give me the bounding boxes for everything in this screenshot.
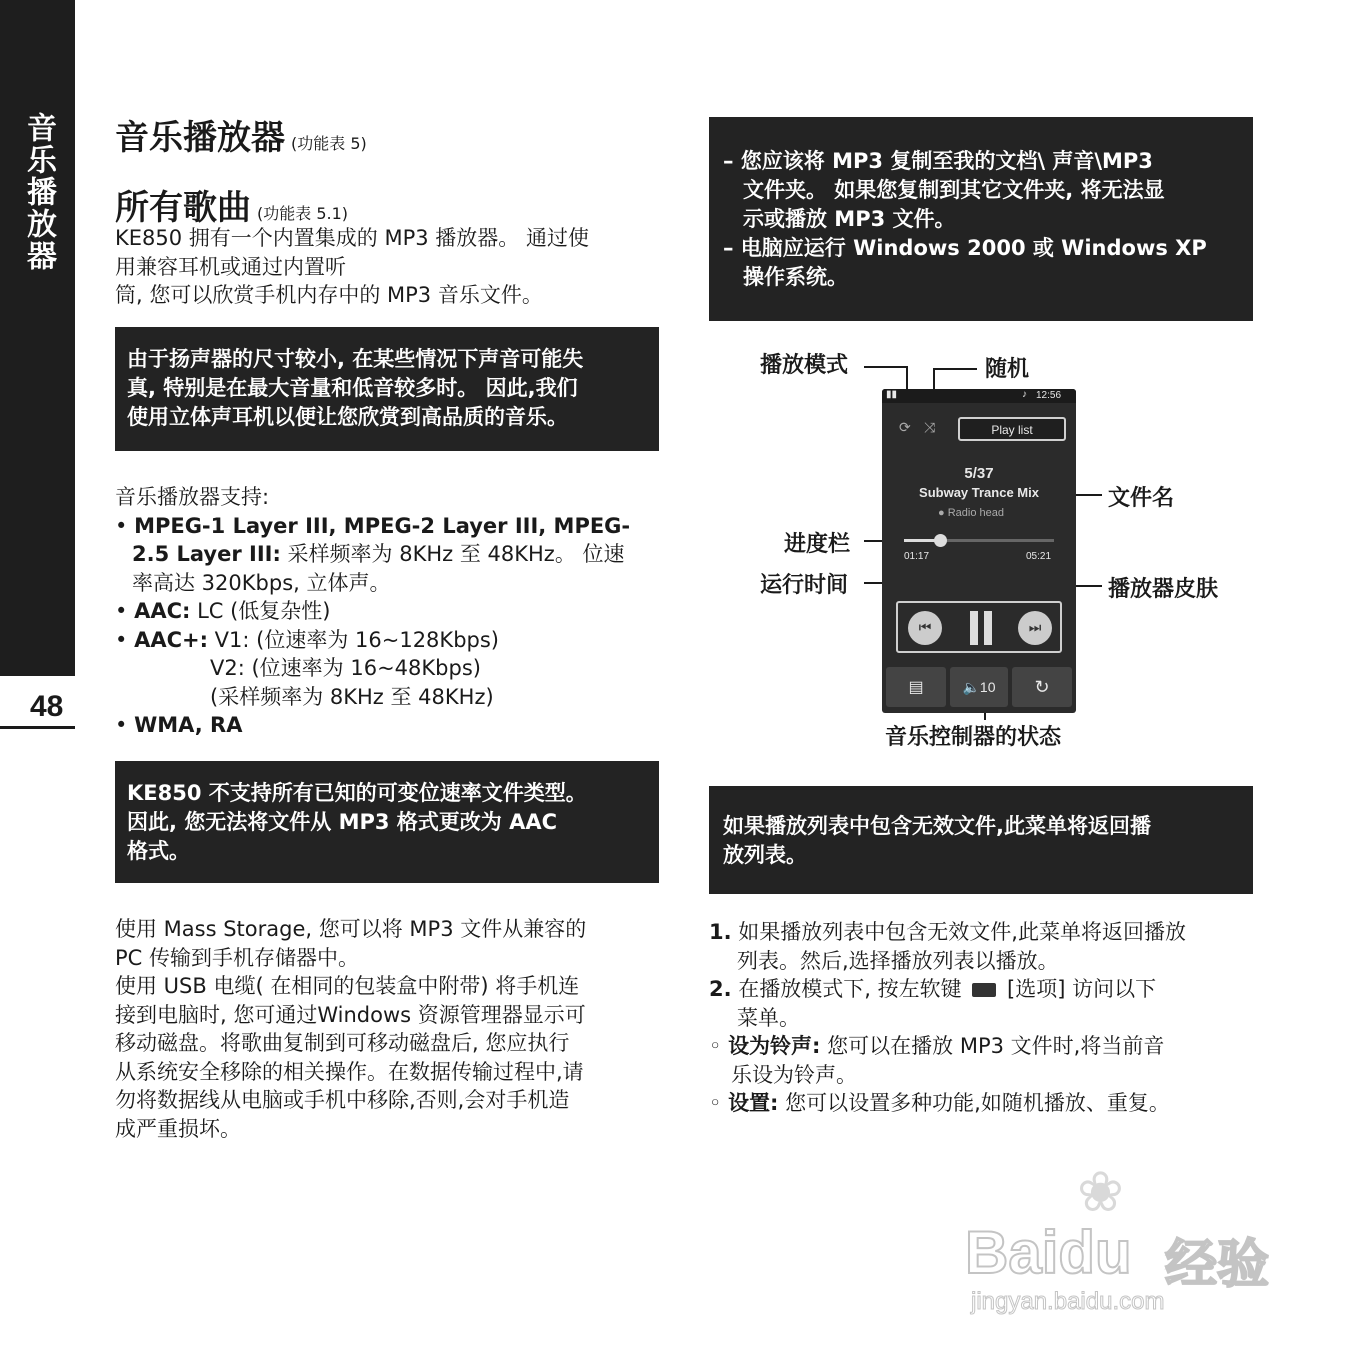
list-item: • MPEG-1 Layer III, MPEG-2 Layer III, MPEG- bbox=[115, 513, 631, 538]
callout-runtime: 运行时间 bbox=[760, 573, 849, 598]
page-number-rule bbox=[0, 726, 75, 729]
leader-line bbox=[864, 366, 908, 368]
menu-softkey[interactable] bbox=[886, 667, 946, 707]
speaker-icon: 🔈 bbox=[962, 679, 980, 695]
control-frame bbox=[896, 601, 1062, 653]
shuffle-icon[interactable]: ⤨ bbox=[924, 419, 936, 435]
supported-formats: 音乐播放器支持: • MPEG-1 Layer III, MPEG-2 Layer III, MPEG- 2.5 Layer III: 采样频率为 8KHz 至 48KHz。 位速 率高达 320Kbps, 立体声。 • AAC: LC (低复杂性) • AAC+: V1: (位速率为 16~128Kbps) V2: (位速率为 16~48Kbps) (采样频率为 8KHz 至 48KHz) • WMA, RA bbox=[115, 483, 665, 740]
paw-icon: ❀ bbox=[1077, 1160, 1124, 1225]
progress-knob[interactable] bbox=[934, 534, 947, 547]
list-item: • AAC: LC (低复杂性) bbox=[115, 599, 331, 623]
callout-shuffle: 随机 bbox=[985, 357, 1030, 382]
pause-icon-bar[interactable] bbox=[984, 611, 992, 645]
callout-play-mode: 播放模式 bbox=[760, 353, 849, 378]
music-note-icon: ♪ bbox=[1022, 389, 1027, 400]
elapsed-time: 01:17 bbox=[904, 551, 930, 562]
bitrate-warning-box: KE850 不支持所有已知的可变位速率文件类型。 因此, 您无法将文件从 MP3 格式更改为 AAC 格式。 bbox=[115, 761, 659, 883]
mass-storage-paragraph: 使用 Mass Storage, 您可以将 MP3 文件从兼容的 PC 传输到手机存储器中。 使用 USB 电缆( 在相同的包装盒中附带) 将手机连 接到电脑时, 您可通过Windows 资源管理器显示可 移动磁盘。将歌曲复制到可移动磁盘后, 您应执行 从系统安全移除的相关操作。在数据传输过程中,请 勿将数据线从电脑或手机中移除,否则,会对手机造 成严重损坏。 bbox=[115, 917, 587, 1141]
artist-name: Radio head bbox=[947, 507, 1004, 519]
list-item: ◦ 设置: 您可以设置多种功能,如随机播放、重复。 bbox=[709, 1091, 1170, 1115]
total-time: 05:21 bbox=[1026, 551, 1052, 562]
menu-icon: ▤ bbox=[908, 679, 924, 696]
option-steps: 1. 如果播放列表中包含无效文件,此菜单将返回播放 列表。然后,选择播放列表以播放。 2. 在播放模式下, 按左软键 [选项] 访问以下 菜单。 ◦ 设为铃声: 您可以在播放 MP3 文件时,将当前音 乐设为铃声。 ◦ 设置: 您可以设置多种功能,如随机播放、重复。 bbox=[709, 918, 1269, 1118]
track-count: 5/37 bbox=[964, 465, 994, 482]
back-icon: ↻ bbox=[1034, 677, 1050, 697]
leader-line bbox=[933, 368, 977, 370]
phone-screenshot bbox=[882, 389, 1076, 713]
intro-paragraph: KE850 拥有一个内置集成的 MP3 播放器。 通过使 用兼容耳机或通过内置听 筒, 您可以欣赏手机内存中的 MP3 音乐文件。 bbox=[115, 226, 589, 307]
chapter-tab bbox=[0, 0, 75, 676]
requirements-box: – 您应该将 MP3 复制至我的文档\ 声音\MP3 文件夹。 如果您复制到其它文件夹, 将无法显 示或播放 MP3 文件。 – 电脑应运行 Windows 2000 或 Windows XP 操作系统。 bbox=[709, 117, 1253, 321]
status-bar bbox=[882, 389, 1076, 403]
callout-control-state: 音乐控制器的状态 bbox=[885, 725, 1062, 750]
softkey-icon bbox=[972, 983, 996, 997]
playlist-button[interactable]: Play list bbox=[958, 417, 1066, 441]
signal-icon: ▮▮ bbox=[886, 389, 898, 400]
speaker-warning-box: 由于扬声器的尺寸较小, 在某些情况下声音可能失 真, 特别是在最大音量和低音较多时。 因此,我们 使用立体声耳机以便让您欣赏到高品质的音乐。 bbox=[115, 327, 659, 451]
person-icon: ● bbox=[938, 507, 948, 519]
callout-progress: 进度栏 bbox=[784, 532, 851, 557]
section-title-music-player: 音乐播放器 (功能表 5) bbox=[115, 118, 367, 158]
callout-skin: 播放器皮肤 bbox=[1108, 577, 1219, 602]
support-heading: 音乐播放器支持: bbox=[115, 485, 270, 509]
back-softkey[interactable] bbox=[1012, 667, 1072, 707]
section-title-all-songs: 所有歌曲 (功能表 5.1) bbox=[115, 188, 349, 228]
artist-row bbox=[938, 507, 1004, 519]
previous-icon[interactable]: ⏮ bbox=[908, 611, 942, 645]
callout-filename: 文件名 bbox=[1108, 486, 1175, 511]
status-time: 12:56 bbox=[1036, 390, 1062, 401]
baidu-watermark: ❀ Baidu 经验 jingyan.baidu.com bbox=[965, 1160, 1270, 1315]
progress-track[interactable] bbox=[904, 539, 1054, 542]
volume-softkey[interactable]: 🔈10 bbox=[950, 667, 1008, 707]
list-item: 1. 如果播放列表中包含无效文件,此菜单将返回播放 bbox=[709, 920, 1186, 944]
next-icon[interactable]: ⏭ bbox=[1018, 611, 1052, 645]
page-number: 48 bbox=[30, 690, 64, 723]
list-item: 2. 在播放模式下, 按左软键 [选项] 访问以下 bbox=[709, 977, 1157, 1001]
list-item: • AAC+: V1: (位速率为 16~128Kbps) bbox=[115, 627, 499, 652]
repeat-icon[interactable]: ⟳ bbox=[899, 419, 911, 435]
playlist-note-box: 如果播放列表中包含无效文件,此菜单将返回播 放列表。 bbox=[709, 786, 1253, 894]
list-item: ◦ 设为铃声: 您可以在播放 MP3 文件时,将当前音 bbox=[709, 1034, 1165, 1058]
chapter-tab-label: 音乐播放器 bbox=[21, 112, 56, 272]
pause-icon-bar[interactable] bbox=[970, 611, 978, 645]
song-title: Subway Trance Mix bbox=[919, 485, 1039, 500]
list-item: • WMA, RA bbox=[115, 713, 243, 737]
